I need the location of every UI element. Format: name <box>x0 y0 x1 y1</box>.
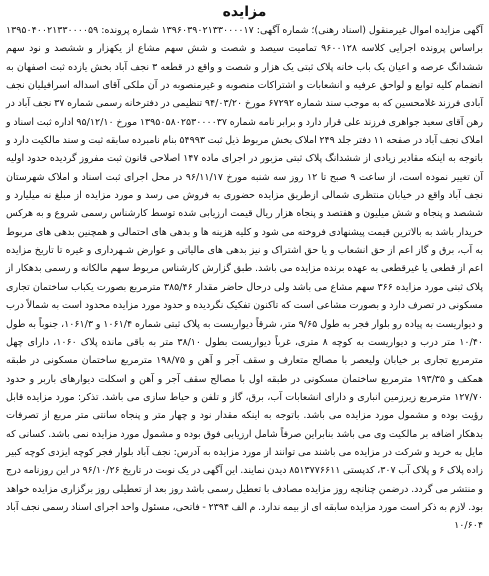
notice-body: آگهی مزایده اموال غیرمنقول (اسناد رهنی)؛ شماره آگهی: ۱۳۹۶۰۳۹۰۲۱۳۳۰۰۰۰۱۷ شماره پرونده: ۱۳۹۵۰۴۰۰۲۱۳۳۰۰۰۰۵۹ براساس پرونده اجرایی کلاسه ۹۶۰۰۱۲۸ تمامیت سیصد و شصت و شش سهم مشاع از یکهزار و ششصد و نود سهم ششدانگ عرصه و اعیان یک باب خانه پلاک ثبتی یک هزار و شصت و واقع در قطعه ۳ نجف آباد بخش یازده ثبت اصفهان به انضمام کلیه توابع و لواحق عرفیه و انشعابات و اشتراکات منصوبه و غیرمنصوبه در آن ملکی آقای اسداله اسرافیلیان نجف آبادی فرزند غلامحسین که به موجب سند شماره ۶۷۲۹۲ مورخ ۹۴/۰۳/۲۰ تنظیمی در دفترخانه رسمی شماره ۳۷ نجف آباد در رهن آقای سعید جواهری فرزند علی قرار دارد و برابر نامه شماره ۱۳۹۵۰۵۸۰۲۵۳۰۰۰۰۳۷ مورخ ۹۵/۱۲/۱۰ اداره ثبت اسناد و املاک نجف آباد در صفحه ۱۱ دفتر جلد ۲۴۹ املاک بخش مربوط ذیل ثبت ۵۴۹۹۳ بنام نامبرده سابقه ثبت و سند مالکیت دارد و باتوجه به اینکه مقادیر زیادی از ششدانگ پلاک ثبتی مزبور در اجرای ماده ۱۴۷ اصلاحی قانون ثبت مفروز گردیده حدود اولیه آن تغییر نموده است، از ساعت ۹ صبح تا ۱۲ روز سه شنبه مورخ ۹۶/۱۱/۱۷ در محل اجرای ثبت اسناد و املاک شهرستان نجف آباد واقع در خیابان منتظری شمالی ازطریق مزایده حضوری به فروش می رسد و مورد مزایده از مبلغ نه میلیارد و ششصد و پنجاه و شش میلیون و هفتصد و پنجاه هزار ریال قیمت ارزیابی شده توسط کارشناس رسمی شروع و به هرکس خریدار باشد به بالاترین قیمت پیشنهادی فروخته می شود و کلیه هزینه ها و بدهی های احتمالی و همچنین بدهی های مربوط به آب، برق و گاز اعم از حق انشعاب و یا حق اشتراک و نیز بدهی های مالیاتی و عوارض شـهرداری و غیره تا تاریخ مزایده اعم از قطعی یا غیرقطعی به عهده برنده مزایده می باشد. طبق گزارش کارشناس مربوط سهم مالکانه و رسمی بدهکار از پلاک ثبتی مورد مزایده ۳۶۶ سهم مشاع می باشد ولی درحال حاضر مقدار ۳۸۵/۴۶ مترمربع بصورت یکباب ساختمان تجاری مسکونی در تصرف دارد و بصورت مشاعی است که تاکنون تفکیک نگردیده و حدود مورد مزایده محدود است به شمالاً درب و دیواریست به پیاده رو بلوار فجر به طول ۹/۶۵ متر، شرقاً دیواریست به پلاک ثبتی شماره ۱۰۶۱/۴ و ۱۰۶۱/۳، جنوباً به طول ۱۰/۴۰ متر درب و دیواریست به کوچه ۸ متری، غرباً دیواریست بطول ۳۸/۱۰ متر به باقی مانده پلاک ۱۰۶۰، دارای چهل مترمربع تجاری بر خیابان ولیعصر با مصالح متعارف و سقف آجر و آهن و ۱۹۸/۷۵ مترمربع ساختمان مسکونی در طبقه همکف و ۱۹۳/۳۵ مترمربع ساختمان مسکونی در طبقه اول با مصالح سقف آجر و آهن و اسکلت دیوارهای باربر و حدود ۱۲۷/۷۰ مترمربع زیرزمین انباری و دارای انشعابات آب، برق، گاز و تلفن و حیاط سازی می باشد. تذکر: مورد مزایده قابل رؤیت بوده و مشمول مورد مزایده می باشد. باتوجه به اینکه مقدار نود و چهار متر و پنجاه سانتی متر مربع از تصرفات بدهکار اضافه بر مالکیت وی می باشد بنابراین صرفاً شامل ارزیابی فوق بوده و مشمول مورد مزایده نمی باشد. کسانی که مایل به خرید و شرکت در مزایده می باشند می توانند از مورد مزایده به آدرس: نجف آباد بلوار فجر کوچه ایزدی کوچه کبیر زاده پلاک ۶ و پلاک آب ۳۰۷، کدپستی ۸۵۱۳۷۷۶۶۱۱ دیدن نمایند. این آگهی در یک نوبت در تاریخ ۹۶/۱۰/۲۶ در این روزنامه درج و منتشر می گردد. درضمن چنانچه روز مزایده مصادف با تعطیل رسمی باشد روز بعد از تعطیلی روز برگزاری مزایده خواهد بود. لازم به ذکر است مورد مزایده سابقه ای از بیمه ندارد. م الف ۲۳۹۴ - فاتحی، مسئول واحد اجرای اسناد رسمی نجف آباد ۱۰/۶۰۴ <box>6 25 484 532</box>
notice-title: مزایده <box>222 4 267 20</box>
